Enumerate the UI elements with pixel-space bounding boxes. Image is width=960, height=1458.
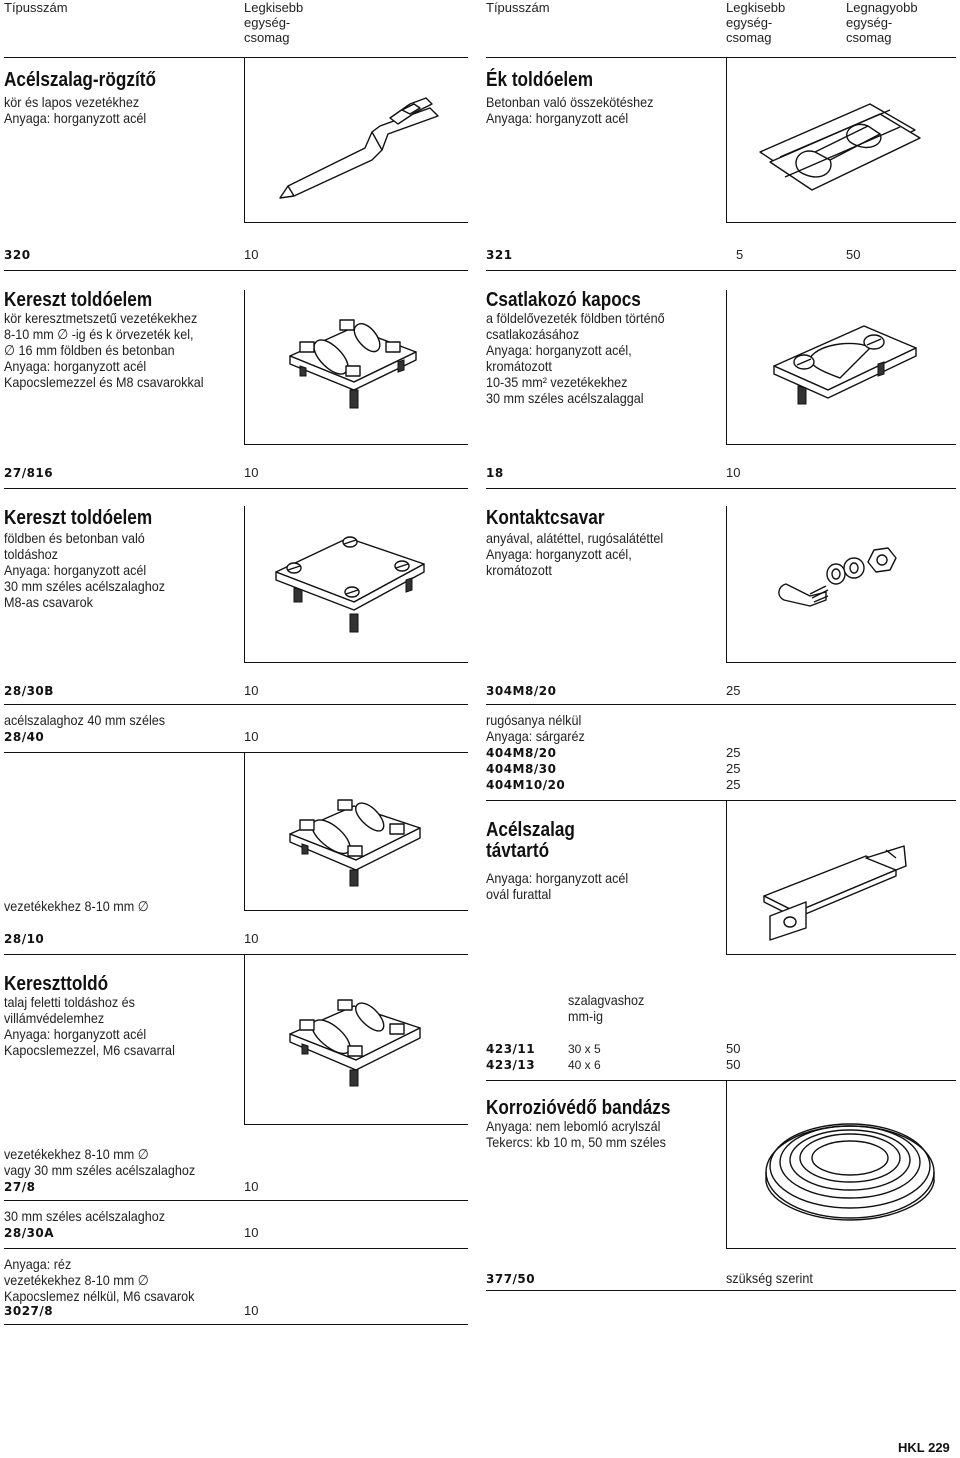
header-max-pack-right: Legnagyobb egység- csomag	[846, 0, 918, 45]
product-title: Korrozióvédő bandázs	[486, 1097, 671, 1119]
min-pack: 10	[726, 465, 741, 480]
column-header-band-size: szalagvashoz mm-ig	[568, 992, 645, 1024]
product-title: Acélszalag távtartó	[486, 819, 575, 862]
max-pack: 50	[846, 247, 861, 262]
section-rule	[486, 704, 956, 705]
section-rule	[4, 1248, 468, 1249]
min-pack: 50	[726, 1057, 741, 1072]
section-rule	[486, 800, 956, 801]
divider	[244, 1124, 468, 1125]
variant-type-number: 404M8/30	[486, 762, 557, 776]
type-number: 321	[486, 248, 513, 262]
image-frame-right	[726, 800, 727, 954]
section-rule	[486, 1290, 956, 1291]
contact-screw-illustration	[770, 536, 910, 616]
min-pack: 10	[244, 683, 259, 698]
variant-min-pack: 25	[726, 761, 741, 776]
section-rule	[4, 270, 468, 271]
product-title: Kereszt toldóelem	[4, 507, 153, 529]
image-frame-left	[244, 506, 245, 662]
cross-connector-plate-illustration	[272, 522, 430, 638]
image-frame-right	[726, 290, 727, 444]
product-title: Kereszttoldó	[4, 973, 109, 995]
wedge-connector-illustration	[740, 92, 930, 202]
corrosion-tape-roll-illustration	[760, 1108, 940, 1228]
type-number: 423/13	[486, 1058, 536, 1072]
type-number: 27/816	[4, 466, 54, 480]
type-number: 377/50	[486, 1272, 536, 1286]
min-pack: 25	[726, 683, 741, 698]
image-frame-right	[726, 1080, 727, 1248]
header-type-number-left: Típusszám	[4, 0, 68, 15]
image-frame-left	[244, 752, 245, 910]
page-number: HKL 229	[898, 1440, 950, 1455]
band-spacer-illustration	[756, 836, 916, 946]
min-pack: 10	[244, 1225, 259, 1240]
min-pack: 10	[244, 465, 259, 480]
image-frame-left	[244, 290, 245, 444]
section-rule	[486, 1080, 956, 1081]
header-type-number-right: Típusszám	[486, 0, 550, 15]
header-rule-right	[486, 57, 956, 58]
min-pack: szükség szerint	[726, 1270, 813, 1286]
product-description: földben és betonban való toldáshoz Anyaga: horganyzott acél 30 mm széles acélszalaghoz M8-as csavarok	[4, 530, 166, 610]
product-title: Kereszt toldóelem	[4, 289, 153, 311]
product-description: kör keresztmetszetű vezetékekhez 8-10 mm ∅ -ig és k örvezeték kel, ∅ 16 mm földben és betonban Anyaga: horganyzott acél Kapocslemezzel és M8 csavarokkal	[4, 310, 204, 390]
variant-type-number: 404M8/20	[486, 746, 557, 760]
divider	[244, 444, 468, 445]
variant-note: vezetékekhez 8-10 mm ∅	[4, 898, 149, 914]
variant-note: rugósanya nélkül Anyaga: sárgaréz	[486, 712, 585, 744]
product-description: talaj feletti toldáshoz és villámvédelemhez Anyaga: horganyzott acél Kapocslemezzel, M6 csavarral	[4, 994, 175, 1058]
variant-min-pack: 25	[726, 745, 741, 760]
section-rule	[486, 270, 956, 271]
divider	[244, 910, 468, 911]
type-number: 28/30B	[4, 684, 54, 698]
cross-connector-illustration	[286, 312, 422, 412]
product-description: Betonban való összekötéshez Anyaga: horganyzott acél	[486, 94, 654, 126]
variant-note: Anyaga: réz vezetékekhez 8-10 mm ∅ Kapocslemez nélkül, M6 csavarok	[4, 1256, 195, 1304]
connector-clamp-illustration	[770, 318, 920, 418]
header-rule-left	[4, 57, 468, 58]
image-frame-right	[726, 506, 727, 662]
section-rule	[4, 954, 468, 955]
section-rule	[4, 1200, 468, 1201]
min-pack: 5	[736, 247, 744, 262]
product-description: anyával, alátéttel, rugósalátéttel Anyaga: horganyzott acél, kromátozott	[486, 530, 664, 578]
header-min-pack-right: Legkisebb egység- csomag	[726, 0, 786, 45]
min-pack: 50	[726, 1041, 741, 1056]
variant-type-number: 404M10/20	[486, 778, 566, 792]
image-frame-left	[244, 58, 245, 222]
section-rule	[4, 1324, 468, 1325]
cross-connector-clamp-illustration	[286, 798, 426, 888]
min-pack: 10	[244, 247, 259, 262]
header-min-pack-left: Legkisebb egység- csomag	[244, 0, 304, 45]
variant-note: vezetékekhez 8-10 mm ∅ vagy 30 mm széles acélszalaghoz	[4, 1146, 196, 1178]
section-rule	[486, 488, 956, 489]
product-title: Acélszalag-rögzítő	[4, 69, 156, 91]
type-number: 28/10	[4, 932, 45, 946]
variant-note: acélszalaghoz 40 mm széles	[4, 712, 166, 728]
type-number: 423/11	[486, 1042, 536, 1056]
section-rule	[4, 704, 468, 705]
product-description: kör és lapos vezetékhez Anyaga: horganyzott acél	[4, 94, 147, 126]
type-number: 28/30A	[4, 1226, 55, 1240]
variant-note: 30 mm széles acélszalaghoz	[4, 1208, 166, 1224]
product-description: Anyaga: horganyzott acél ovál furattal	[486, 870, 629, 902]
section-rule	[4, 488, 468, 489]
divider	[726, 662, 956, 663]
band-size: 40 x 6	[568, 1058, 601, 1072]
min-pack: 10	[244, 729, 259, 744]
divider	[244, 662, 468, 663]
min-pack: 10	[244, 931, 259, 946]
divider	[726, 444, 956, 445]
section-rule	[4, 752, 468, 753]
type-number: 27/8	[4, 1180, 36, 1194]
image-frame-right	[726, 58, 727, 222]
product-description: Anyaga: nem lebomló acrylszál Tekercs: kb 10 m, 50 mm széles	[486, 1118, 666, 1150]
type-number: 304M8/20	[486, 684, 557, 698]
divider	[726, 222, 956, 223]
type-number: 18	[486, 466, 504, 480]
divider	[726, 1248, 956, 1249]
divider	[244, 222, 468, 223]
variant-min-pack: 25	[726, 777, 741, 792]
min-pack: 10	[244, 1303, 259, 1318]
image-frame-left	[244, 954, 245, 1124]
type-number: 320	[4, 248, 31, 262]
product-title: Ék toldóelem	[486, 69, 594, 91]
min-pack: 10	[244, 1179, 259, 1194]
product-title: Csatlakozó kapocs	[486, 289, 641, 311]
divider	[726, 954, 956, 955]
type-number: 28/40	[4, 730, 45, 744]
type-number: 3027/8	[4, 1304, 54, 1318]
product-description: a földelővezeték földben történő csatlakozásához Anyaga: horganyzott acél, kromátozott 10-35 mm² vezetékekhez 30 mm széles acélszalaggal	[486, 310, 665, 406]
band-size: 30 x 5	[568, 1042, 601, 1056]
steel-band-clamp-illustration	[270, 88, 450, 208]
product-title: Kontaktcsavar	[486, 507, 605, 529]
cross-joint-illustration	[286, 998, 426, 1088]
